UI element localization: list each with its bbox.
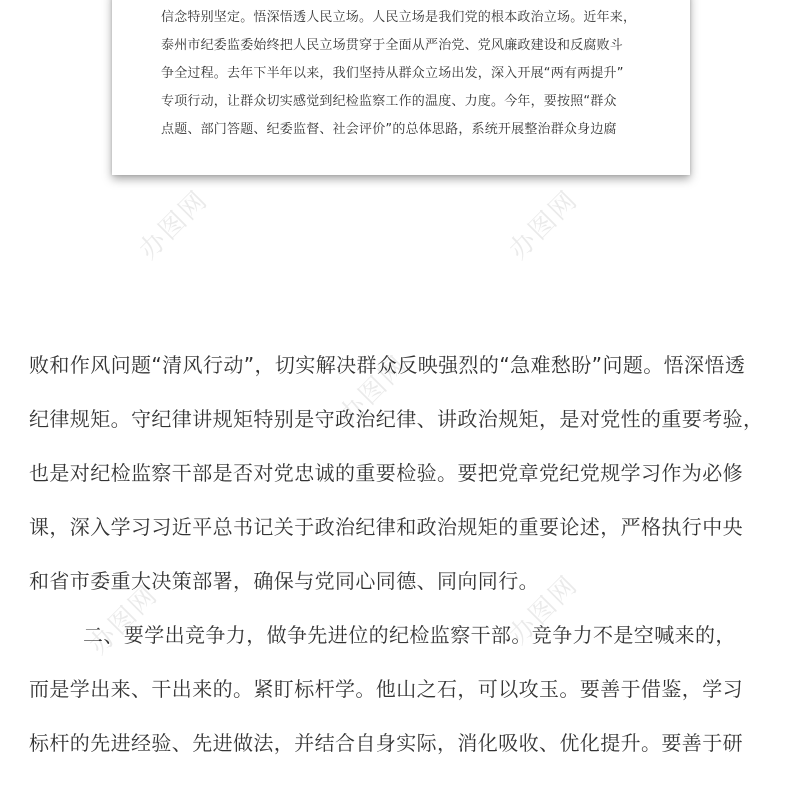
preview-card: [112, 0, 690, 175]
preview-line: 泰州市纪委监委始终把人民立场贯穿于全面从严治党、党风廉政建设和反腐败斗: [161, 38, 624, 53]
watermark: 办图网: [83, 579, 165, 661]
watermark: 办图网: [503, 569, 585, 651]
watermark: 办图网: [333, 349, 415, 431]
body-line: 标杆的先进经验、先进做法，并结合自身实际，消化吸收、优化提升。要善于研: [29, 731, 743, 755]
body-line: 课，深入学习习近平总书记关于政治纪律和政治规矩的重要论述，严格执行中央: [29, 515, 743, 539]
body-text-block: [29, 338, 777, 770]
body-line: 和省市委重大决策部署，确保与党同心同德、同向同行。: [29, 569, 539, 593]
watermark: 办图网: [503, 184, 585, 266]
watermark: 办图网: [133, 184, 215, 266]
preview-text-block: [161, 4, 661, 144]
preview-line: 点题、部门答题、纪委监督、社会评价”的总体思路，系统开展整治群众身边腐: [161, 122, 617, 137]
body-line: 也是对纪检监察干部是否对党忠诚的重要检验。要把党章党纪党规学习作为必修: [29, 461, 743, 485]
preview-line: 信念特别坚定。悟深悟透人民立场。人民立场是我们党的根本政治立场。近年来，: [161, 10, 637, 25]
preview-line: 争全过程。去年下半年以来，我们坚持从群众立场出发，深入开展“两有两提升”: [161, 66, 624, 81]
body-line: 败和作风问题“清风行动”，切实解决群众反映强烈的“急难愁盼”问题。悟深悟透: [29, 353, 746, 377]
body-line: 而是学出来、干出来的。紧盯标杆学。他山之石，可以攻玉。要善于借鉴，学习: [29, 677, 743, 701]
body-line: 纪律规矩。守纪律讲规矩特别是守政治纪律、讲政治规矩，是对党性的重要考验，: [29, 407, 764, 431]
section-heading-line: 二、要学出竞争力，做争先进位的纪检监察干部。竞争力不是空喊来的，: [83, 623, 736, 647]
preview-line: 专项行动，让群众切实感觉到纪检监察工作的温度、力度。今年，要按照“群众: [161, 94, 617, 109]
